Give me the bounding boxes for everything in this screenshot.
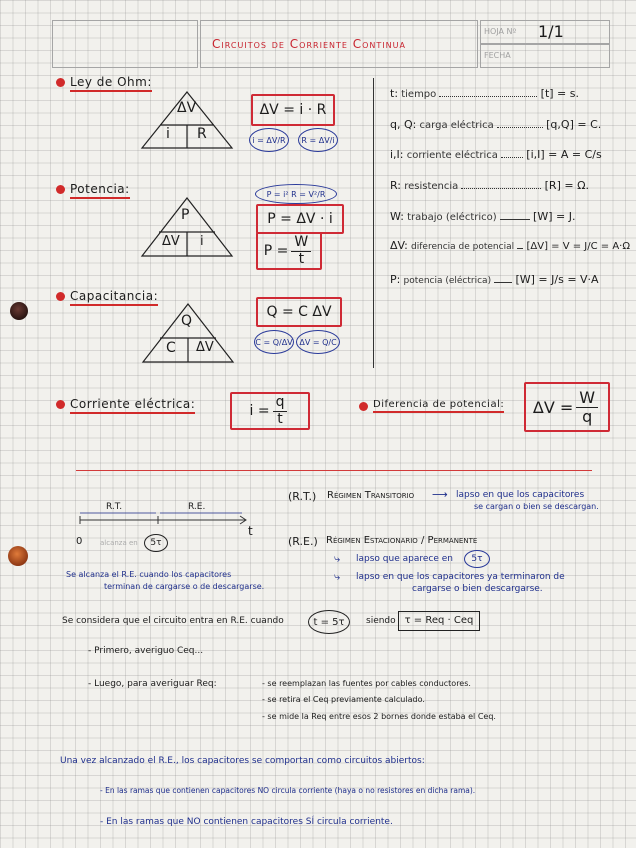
axis-re-label: R.E. <box>188 502 206 512</box>
rt-abbr: (R.T.) <box>288 490 317 503</box>
ohm-triangle <box>140 90 234 150</box>
def-row-2: i,I: corriente eléctrica [i,I] = A = C/s <box>390 148 602 161</box>
ohm-top: ΔV <box>177 100 197 116</box>
def-row-0 <box>390 87 579 100</box>
final-bullet-1: - En las ramas que contienen capacitores NO circula corriente (haya o no resistores en dicha rama). <box>100 786 476 795</box>
def-row-1: q, Q: carga eléctrica [q,Q] = C. <box>390 118 602 131</box>
capacitancia-heading: Capacitancia: <box>70 289 158 306</box>
re-arrow-1: ⤷ <box>334 552 341 565</box>
capacitancia-top: Q <box>181 313 193 329</box>
substep-2: - se retira el Ceq previamente calculado. <box>262 695 425 704</box>
re-arrow-2: ⤷ <box>334 570 341 583</box>
potencia-heading: Potencia: <box>70 182 130 199</box>
capacitancia-formula: Q = C ΔV <box>256 297 342 327</box>
re-desc-2: lapso en que los capacitores ya terminaron de <box>356 572 565 582</box>
potencia-formula-2-lhs: P = <box>263 243 289 259</box>
regimen-note-1: Se alcanza el R.E. cuando los capacitores <box>66 570 232 579</box>
column-divider <box>373 78 374 368</box>
potencia-right: i <box>200 234 204 249</box>
axis-note: alcanza en <box>100 539 138 547</box>
page-title: Circuitos de Corriente Continua <box>212 37 406 51</box>
re-desc-3: cargarse o bien descargarse. <box>412 584 543 594</box>
potencia-formula-1: P = ΔV · i <box>256 204 344 234</box>
regimen-note-2: terminan de cargarse o de descargarse. <box>104 582 265 591</box>
body-line-1-box: τ = Req · Ceq <box>398 611 480 631</box>
diferencia-formula: ΔV = $\frac{W}{q}$ <box>524 382 610 432</box>
bullet-capacitancia <box>56 292 65 301</box>
axis-zero: 0 <box>76 536 83 547</box>
body-line-1-mid: siendo <box>366 616 396 626</box>
def-row-3: R: resistencia [R] = Ω. <box>390 179 589 192</box>
def-name: tiempo <box>401 89 437 100</box>
header-left-box <box>52 20 198 68</box>
re-tau-oval: 5τ <box>464 550 490 568</box>
potencia-fraction: $\frac{W}{t}$ <box>291 235 311 267</box>
substep-3: - se mide la Req entre esos 2 bornes donde estaba el Ceq. <box>262 712 496 721</box>
def-row-4: W: trabajo (eléctrico) [W] = J. <box>390 210 576 223</box>
rt-title: Régimen Transitorio <box>327 490 415 501</box>
body-line-1: Se considera que el circuito entra en R.E. cuando <box>62 616 284 626</box>
substep-1: - se reemplazan las fuentes por cables conductores. <box>262 679 471 688</box>
re-abbr: (R.E.) <box>288 535 318 548</box>
bullet-corriente <box>56 400 65 409</box>
ohm-heading: Ley de Ohm: <box>70 75 152 92</box>
axis-rt-label: R.T. <box>106 502 123 512</box>
ohm-formula: ΔV = i · R <box>251 94 335 126</box>
rt-desc-2: se cargan o bien se descargan. <box>474 502 599 511</box>
body-line-1-oval: t = 5τ <box>308 610 350 634</box>
ohm-oval-i: i = ΔV/R <box>249 128 289 152</box>
fecha-label: FECHA <box>484 51 511 60</box>
rt-arrow: ⟶ <box>432 488 448 501</box>
hoja-label: HOJA Nº <box>484 27 517 36</box>
step-1: - Primero, averiguo Ceq... <box>88 646 204 656</box>
capacitancia-left: C <box>166 340 176 356</box>
potencia-formula-2 <box>256 232 322 270</box>
diferencia-fraction: $\frac{W}{q}$ <box>576 389 598 425</box>
step-2: - Luego, para averiguar Req: <box>88 679 217 689</box>
def-sym: t: <box>390 87 399 100</box>
bullet-diferencia <box>359 402 368 411</box>
binder-hole-bottom <box>8 546 28 566</box>
rt-desc-1: lapso en que los capacitores <box>456 490 585 500</box>
final-bullet-2: - En las ramas que NO contienen capacitores SÍ circula corriente. <box>100 817 393 827</box>
re-desc-1: lapso que aparece en <box>356 554 453 564</box>
potencia-top: P <box>181 207 190 223</box>
def-row-5: ΔV: diferencia de potencial [ΔV] = V = J/C = A·Ω <box>390 239 630 252</box>
final-line: Una vez alcanzado el R.E., los capacitores se comportan como circuitos abiertos: <box>60 756 425 766</box>
ohm-oval-r: R = ΔV/i <box>298 128 338 152</box>
bullet-ohm <box>56 78 65 87</box>
ohm-right: R <box>197 126 207 142</box>
potencia-oval: P = i² R = V²/R <box>255 184 337 204</box>
capacitancia-right: ΔV <box>196 340 214 355</box>
capacitancia-triangle <box>140 302 236 364</box>
potencia-triangle <box>140 196 234 258</box>
diferencia-heading: Diferencia de potencial: <box>373 399 504 413</box>
binder-hole-top <box>10 302 28 320</box>
corriente-fraction: $\frac{q}{t}$ <box>273 395 288 427</box>
axis-tau-oval: 5τ <box>144 534 168 552</box>
potencia-left: ΔV <box>162 234 180 249</box>
ohm-left: i <box>166 126 170 142</box>
red-separator <box>76 470 592 471</box>
bullet-potencia <box>56 185 65 194</box>
def-row-6: P: potencia (eléctrica) [W] = J/s = V·A <box>390 273 599 286</box>
axis-t-label: t <box>248 524 253 538</box>
def-unit: [t] = s. <box>540 87 579 100</box>
corriente-formula: i = $\frac{q}{t}$ <box>230 392 310 430</box>
re-title: Régimen Estacionario / Permanente <box>326 535 478 546</box>
corriente-heading: Corriente eléctrica: <box>70 397 195 414</box>
hoja-value: 1/1 <box>538 22 564 41</box>
capacitancia-oval-dv: ΔV = Q/C <box>296 330 340 354</box>
capacitancia-oval-c: C = Q/ΔV <box>254 330 294 354</box>
